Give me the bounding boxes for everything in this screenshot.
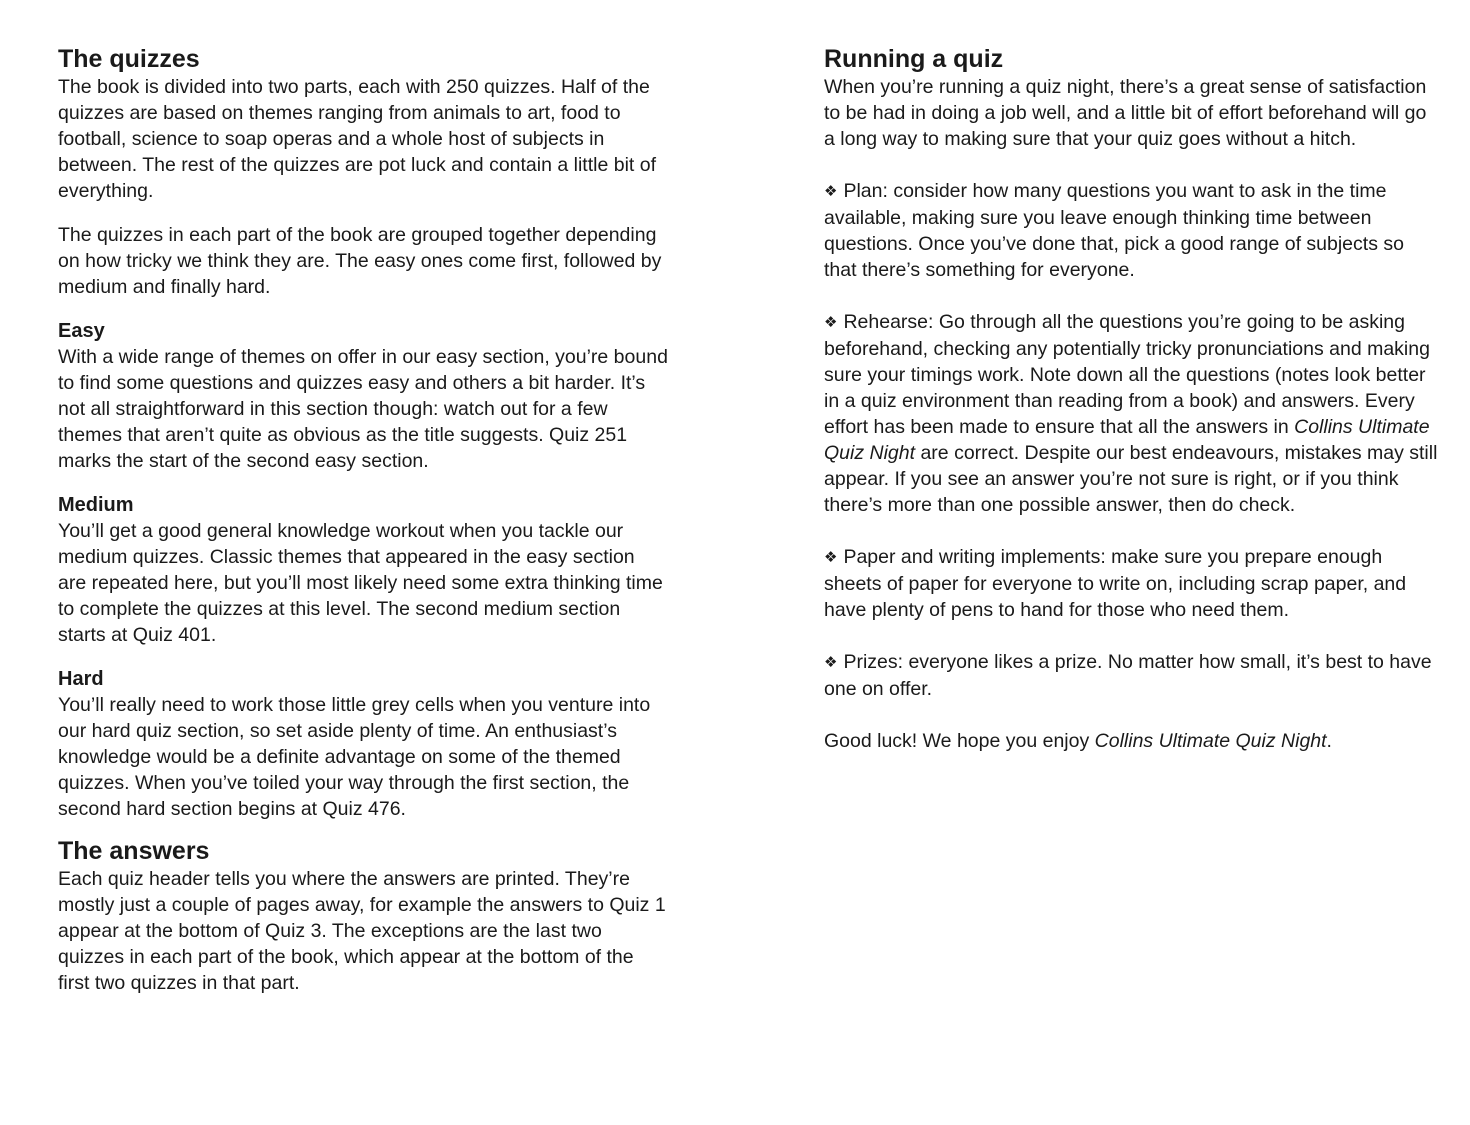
easy-heading: Easy	[58, 320, 105, 342]
good-luck-text-1: Good luck! We hope you enjoy	[824, 730, 1095, 752]
plan-bullet: ❖ Plan: consider how many questions you want to ask in the time available, making sure you leave enough thinking time between questions. Once you’ve done that, pick a good range of subjects so that there’s something for everyone.	[824, 178, 1439, 283]
paper-bullet: ❖ Paper and writing implements: make sure you prepare enough sheets of paper for everyone to write on, including scrap paper, and have plenty of pens to hand for those who need them.	[824, 544, 1439, 623]
quizzes-paragraph-2: The quizzes in each part of the book are grouped together depending on how tricky we think they are. The easy ones come first, followed by medium and finally hard.	[58, 224, 662, 298]
medium-paragraph: You’ll get a good general knowledge workout when you tackle our medium quizzes. Classic themes that appeared in the easy section are repeated here, but you’ll most likely need some extra thinking time to complete the quizzes at this level. The second medium section starts at Quiz 401.	[58, 520, 663, 646]
answers-paragraph: Each quiz header tells you where the answers are printed. They’re mostly just a couple of pages away, for example the answers to Quiz 1 appear at the bottom of Quiz 3. The exceptions are the last two quizzes in each part of the book, which appear at the bottom of the first two quizzes in that part.	[58, 868, 666, 994]
rehearse-text-2: are correct. Despite our best endeavours, mistakes may still appear. If you see an answer you’re not sure is right, or if you think there’s more than one possible answer, then do check.	[824, 442, 1438, 516]
right-column	[824, 44, 1439, 754]
left-column	[58, 44, 668, 996]
easy-paragraph: With a wide range of themes on offer in our easy section, you’re bound to find some questions and quizzes easy and others a bit harder. It’s not all straightforward in this section though: watch out for a few themes that aren’t quite as obvious as the title suggests. Quiz 251 marks the start of the second easy section.	[58, 346, 668, 472]
rehearse-bullet	[824, 309, 1439, 518]
book-title: Collins Ultimate Quiz Night	[824, 416, 1430, 464]
answers-heading: The answers	[58, 837, 210, 865]
hard-heading: Hard	[58, 668, 104, 690]
book-title-2: Collins Ultimate Quiz Night	[1094, 730, 1327, 752]
prizes-bullet: ❖ Prizes: everyone likes a prize. No matter how small, it’s best to have one on offer.	[824, 649, 1439, 702]
running-heading: Running a quiz	[824, 45, 1004, 73]
medium-heading: Medium	[58, 494, 134, 516]
rehearse-text-1: Rehearse: Go through all the questions you’re going to be asking beforehand, checking any potentially tricky pronunciations and making sure your timings work. Note down all the questions (notes look better in a quiz environment than reading from a book) and answers. Every effort has been made to ensure that all the answers in	[824, 311, 1430, 438]
running-paragraph: When you’re running a quiz night, there’s a great sense of satisfaction to be had in doing a job well, and a little bit of effort beforehand will go a long way to making sure that your quiz goes without a hitch.	[824, 76, 1427, 150]
good-luck-text-2: .	[1326, 730, 1332, 752]
good-luck-paragraph	[824, 728, 1439, 754]
quizzes-paragraph-1: The book is divided into two parts, each with 250 quizzes. Half of the quizzes are based on themes ranging from animals to art, food to football, science to soap operas and a whole host of subjects in between. The rest of the quizzes are pot luck and contain a little bit of everything.	[58, 76, 656, 202]
quizzes-heading: The quizzes	[58, 45, 200, 73]
hard-paragraph: You’ll really need to work those little grey cells when you venture into our hard quiz section, so set aside plenty of time. An enthusiast’s knowledge would be a definite advantage on some of the themed quizzes. When you’ve toiled your way through the first section, the second hard section begins at Quiz 476.	[58, 694, 651, 820]
